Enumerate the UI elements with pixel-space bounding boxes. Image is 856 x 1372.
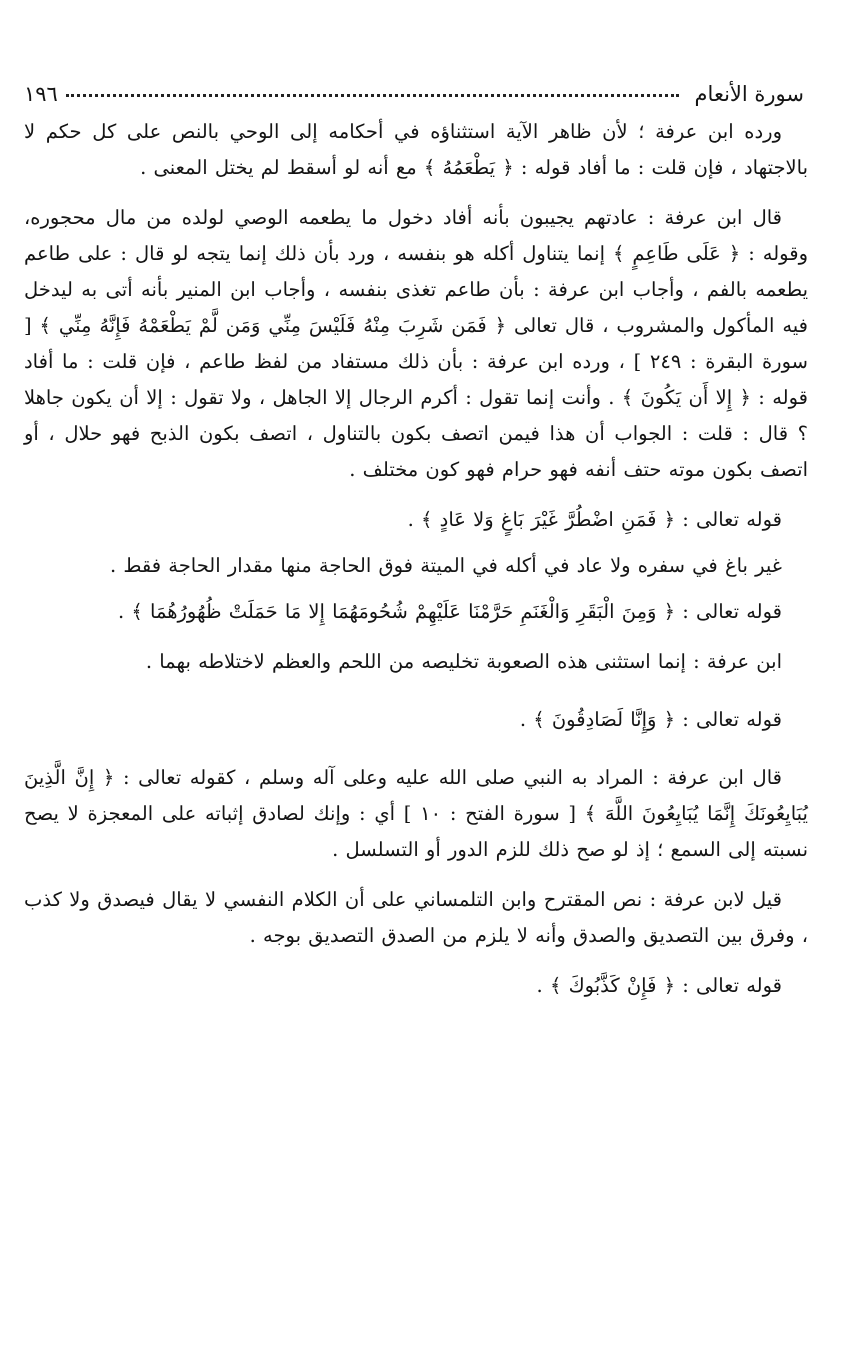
paragraph: غير باغ في سفره ولا عاد في أكله في الميتة فوق الحاجة منها مقدار الحاجة فقط . <box>109 554 782 577</box>
paragraph: ورده ابن عرفة ؛ لأن ظاهر الآية استثناؤه في أحكامه إلى الوحي بالنص على كل حكم لا بالاجتهاد ، فإن قلت : ما أفاد قوله : ﴿ يَطْعَمُهُ ﴾ مع أنه لو أسقط لم يختل المعنى . <box>24 120 808 179</box>
verse-heading: قوله تعالى : ﴿ وَمِنَ الْبَقَرِ وَالْغَنَمِ حَرَّمْنَا عَلَيْهِمْ شُحُومَهُمَا إِلا مَا حَمَلَتْ ظُهُورُهُمَا ﴾ . <box>117 600 782 623</box>
verse-heading: قوله تعالى : ﴿ فَمَنِ اضْطُرَّ غَيْرَ بَاغٍ وَلا عَادٍ ﴾ . <box>407 508 782 531</box>
running-header <box>24 70 804 106</box>
paragraph: ابن عرفة : إنما استثنى هذه الصعوبة تخليصه من اللحم والعظم لاختلاطه بهما . <box>145 650 782 673</box>
page-number: ١٩٦ <box>24 82 58 106</box>
surah-title: سورة الأنعام <box>694 82 804 106</box>
paragraph: قال ابن عرفة : المراد به النبي صلى الله عليه وعلى آله وسلم ، كقوله تعالى : ﴿ إِنَّ الَّذِينَ يُبَايِعُونَكَ إِنَّمَا يُبَايِعُونَ اللَّهَ ﴾ [ سورة الفتح : ١٠ ] أي : وإنك لصادق إثباته على المعجزة لا يصح نسبته إلى السمع ؛ إذ لو صح ذلك للزم الدور أو التسلسل . <box>24 766 808 861</box>
dotted-leader <box>66 94 679 97</box>
paragraph: قال ابن عرفة : عادتهم يجيبون بأنه أفاد دخول ما يطعمه الوصي لولده من مال محجوره، وقوله : ﴿ عَلَى طَاعِمٍ ﴾ إنما يتناول أكله هو بنفسه ، ورد بأن ذلك إنما يتجه لو قال : على طاعم يطعمه بالفم ، وأجاب ابن عرفة : بأن طاعم تغذى بنفسه ، وأجاب ابن المنير بأنه أتى به ليدخل فيه المأكول والمشروب ، قال تعالى ﴿ فَمَن شَرِبَ مِنْهُ فَلَيْسَ مِنِّي وَمَن لَّمْ يَطْعَمْهُ فَإِنَّهُ مِنِّي ﴾ [ سورة البقرة : ٢٤٩ ] ، ورده ابن عرفة : بأن ذلك مستفاد من لفظ طاعم ، فإن قلت : ما أفاد قوله : ﴿ إِلا أَن يَكُونَ ﴾ . وأنت إنما تقول : أكرم الرجال إلا الجاهل ، ولا تقول : إلا أن يكون جاهلا ؟ قال : قلت : الجواب أن هذا فيمن اتصف بكون بالتناول ، اتصف بكون الذبح فهو حلال ، أو اتصف بكون موته حتف أنفه فهو حرام فهو كون مختلف . <box>24 206 809 481</box>
verse-heading: قوله تعالى : ﴿ وَإِنَّا لَصَادِقُونَ ﴾ . <box>519 708 782 731</box>
verse-heading: قوله تعالى : ﴿ فَإِنْ كَذَّبُوكَ ﴾ . <box>536 974 782 997</box>
paragraph: قيل لابن عرفة : نص المقترح وابن التلمساني على أن الكلام النفسي لا يقال فيصدق ولا كذب ، وفرق بين التصديق والصدق وأنه لا يلزم من الصدق التصديق بوجه . <box>24 888 808 947</box>
